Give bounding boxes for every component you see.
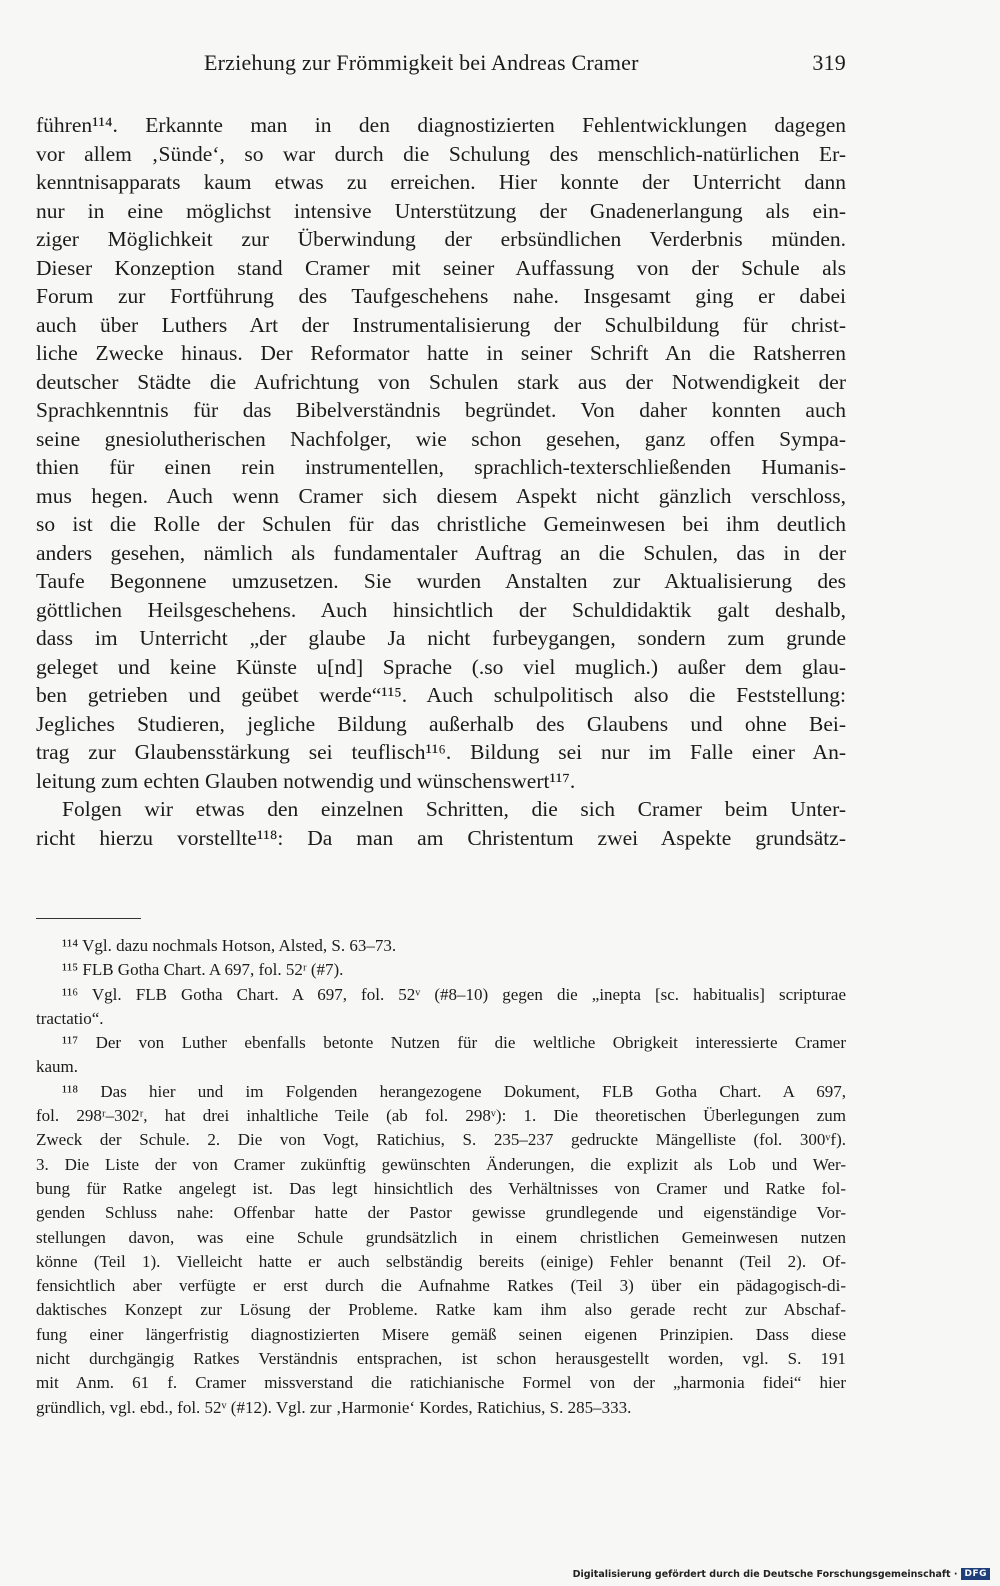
footnote-line: daktisches Konzept zur Lösung der Probleme. Ratke kam ihm also gerade recht zur Abschaf- [36,1300,846,1320]
footnote-line: gründlich, vgl. ebd., fol. 52ᵛ (#12). Vgl. zur ‚Harmonie‘ Kordes, Ratichius, S. 285–333. [36,1397,632,1417]
text-line: vor allem ‚Sünde‘, so war durch die Schulung des menschlich-natürlichen Er- [36,141,846,166]
credit-text: Digitalisierung gefördert durch die Deutsche Forschungsgemeinschaft · [572,1568,958,1580]
text-line: deutscher Städte die Aufrichtung von Schulen stark aus der Notwendigkeit der [36,369,846,394]
text-line: führen¹¹⁴. Erkannte man in den diagnostizierten Fehlentwicklungen dagegen [36,113,846,137]
text-line: Jegliches Studieren, jegliche Bildung außerhalb des Glaubens und ohne Bei- [36,711,846,736]
footnote-line: mit Anm. 61 f. Cramer missverstand die ratichianische Formel von der „harmonia fidei“ hier [36,1373,846,1393]
footnote-line: fung einer längerfristig diagnostizierten Misere gemäß seinen eigenen Prinzipien. Dass diese [36,1324,846,1344]
text-line: Sprachkenntnis für das Bibelverständnis begründet. Von daher konnten auch [36,398,846,422]
footnote-line: fol. 298ʳ–302ʳ, hat drei inhaltliche Teile (ab fol. 298ᵛ): 1. Die theoretischen Überlegungen zum [36,1106,846,1126]
text-line: ziger Möglichkeit zur Überwindung der erbsündlichen Verderbnis münden. [36,227,846,251]
main-text [36,111,846,852]
footnote-line: Zweck der Schule. 2. Die von Vogt, Ratichius, S. 235–237 gedruckte Mängelliste (fol. 300ᵛf). [36,1130,846,1150]
footnote-line: genden Schluss nahe: Offenbar hatte der Pastor gewisse grundlegende und eigenständige Vor- [36,1203,846,1223]
text-line: trag zur Glaubensstärkung sei teuflisch¹¹⁶. Bildung sei nur im Falle einer An- [36,740,846,764]
footnote-line: ¹¹⁷ Der von Luther ebenfalls betonte Nutzen für die weltliche Obrigkeit interessierte Cramer [62,1033,846,1053]
text-line: Taufe Begonnene umzusetzen. Sie wurden Anstalten zur Aktualisierung des [36,569,846,593]
text-line: mus hegen. Auch wenn Cramer sich diesem Aspekt nicht gänzlich verschloss, [36,483,846,508]
text-line: so ist die Rolle der Schulen für das christliche Gemeinwesen bei ihm deutlich [36,512,846,536]
running-title: Erziehung zur Frömmigkeit bei Andreas Cramer [204,50,639,75]
text-line: leitung zum echten Glauben notwendig und wünschenswert¹¹⁷. [36,768,576,793]
footnote-line: kaum. [36,1057,79,1077]
footnotes [36,934,846,1420]
text-line: auch über Luthers Art der Instrumentalisierung der Schulbildung für christ- [36,312,846,337]
text-line: ben getrieben und geübet werde“¹¹⁵. Auch schulpolitisch also die Feststellung: [36,683,846,707]
footnote-line: bung für Ratke angelegt ist. Das legt hinsichtlich des Verhältnisses von Cramer und Ratke fol- [36,1178,846,1198]
footnote-line: ¹¹⁸ Das hier und im Folgenden herangezogene Dokument, FLB Gotha Chart. A 697, [62,1081,846,1101]
footnote-separator [36,918,141,919]
footnote-line: könne (Teil 1). Vielleicht hatte er auch selbständig bereits (einige) Fehler benannt (Teil 2). Of- [36,1251,846,1271]
footnote-line: nicht durchgängig Ratkes Verständnis entsprachen, ist schon herausgestellt worden, vgl. S. 191 [36,1349,846,1369]
text-line: liche Zwecke hinaus. Der Reformator hatte in seiner Schrift An die Ratsherren [36,341,846,365]
text-line: Folgen wir etwas den einzelnen Schritten, die sich Cramer beim Unter- [62,797,846,821]
footnote-line: 3. Die Liste der von Cramer zukünftig gewünschten Änderungen, die explizit als Lob und Wer- [36,1154,846,1174]
text-line: richt hierzu vorstellte¹¹⁸: Da man am Christentum zwei Aspekte grundsätz- [36,825,846,850]
text-line: dass im Unterricht „der glaube Ja nicht furbeygangen, sondern zum grunde [36,626,846,650]
footnote-line: fensichtlich aber verfügte er erst durch die Aufnahme Ratkes (Teil 3) über ein pädagogisch-di- [36,1276,846,1296]
text-line: geleget und keine Künste u[nd] Sprache (.so viel muglich.) außer dem glau- [36,654,846,679]
text-line: Dieser Konzeption stand Cramer mit seiner Auffassung von der Schule als [36,255,846,280]
text-line: nur in eine möglichst intensive Unterstützung der Gnadenerlangung als ein- [36,198,846,223]
text-line: anders gesehen, nämlich als fundamentaler Auftrag an die Schulen, das in der [36,540,846,565]
digitization-credit [573,1566,990,1582]
text-line: thien für einen rein instrumentellen, sprachlich-texterschließenden Humanis- [36,455,846,479]
footnote-line: ¹¹⁵ FLB Gotha Chart. A 697, fol. 52ʳ (#7). [62,960,344,980]
footnote-line: stellungen davon, was eine Schule grundsätzlich in einem christlichen Gemeinwesen nutzen [36,1227,846,1247]
dfg-logo: DFG [961,1568,990,1580]
footnote-line: tractatio“. [36,1008,104,1028]
page-header [36,50,846,80]
text-line: kenntnisapparats kaum etwas zu erreichen. Hier konnte der Unterricht dann [36,170,846,194]
text-line: Forum zur Fortführung des Taufgeschehens nahe. Insgesamt ging er dabei [36,284,846,308]
page-number: 319 [812,50,846,75]
footnote-line: ¹¹⁴ Vgl. dazu nochmals Hotson, Alsted, S. 63–73. [62,936,397,955]
footnote-line: ¹¹⁶ Vgl. FLB Gotha Chart. A 697, fol. 52ᵛ (#8–10) gegen die „inepta [sc. habitualis] scripturae [62,984,846,1004]
text-line: göttlichen Heilsgeschehens. Auch hinsichtlich der Schuldidaktik galt deshalb, [36,597,846,622]
text-line: seine gnesiolutherischen Nachfolger, wie schon gesehen, ganz offen Sympa- [36,426,846,451]
